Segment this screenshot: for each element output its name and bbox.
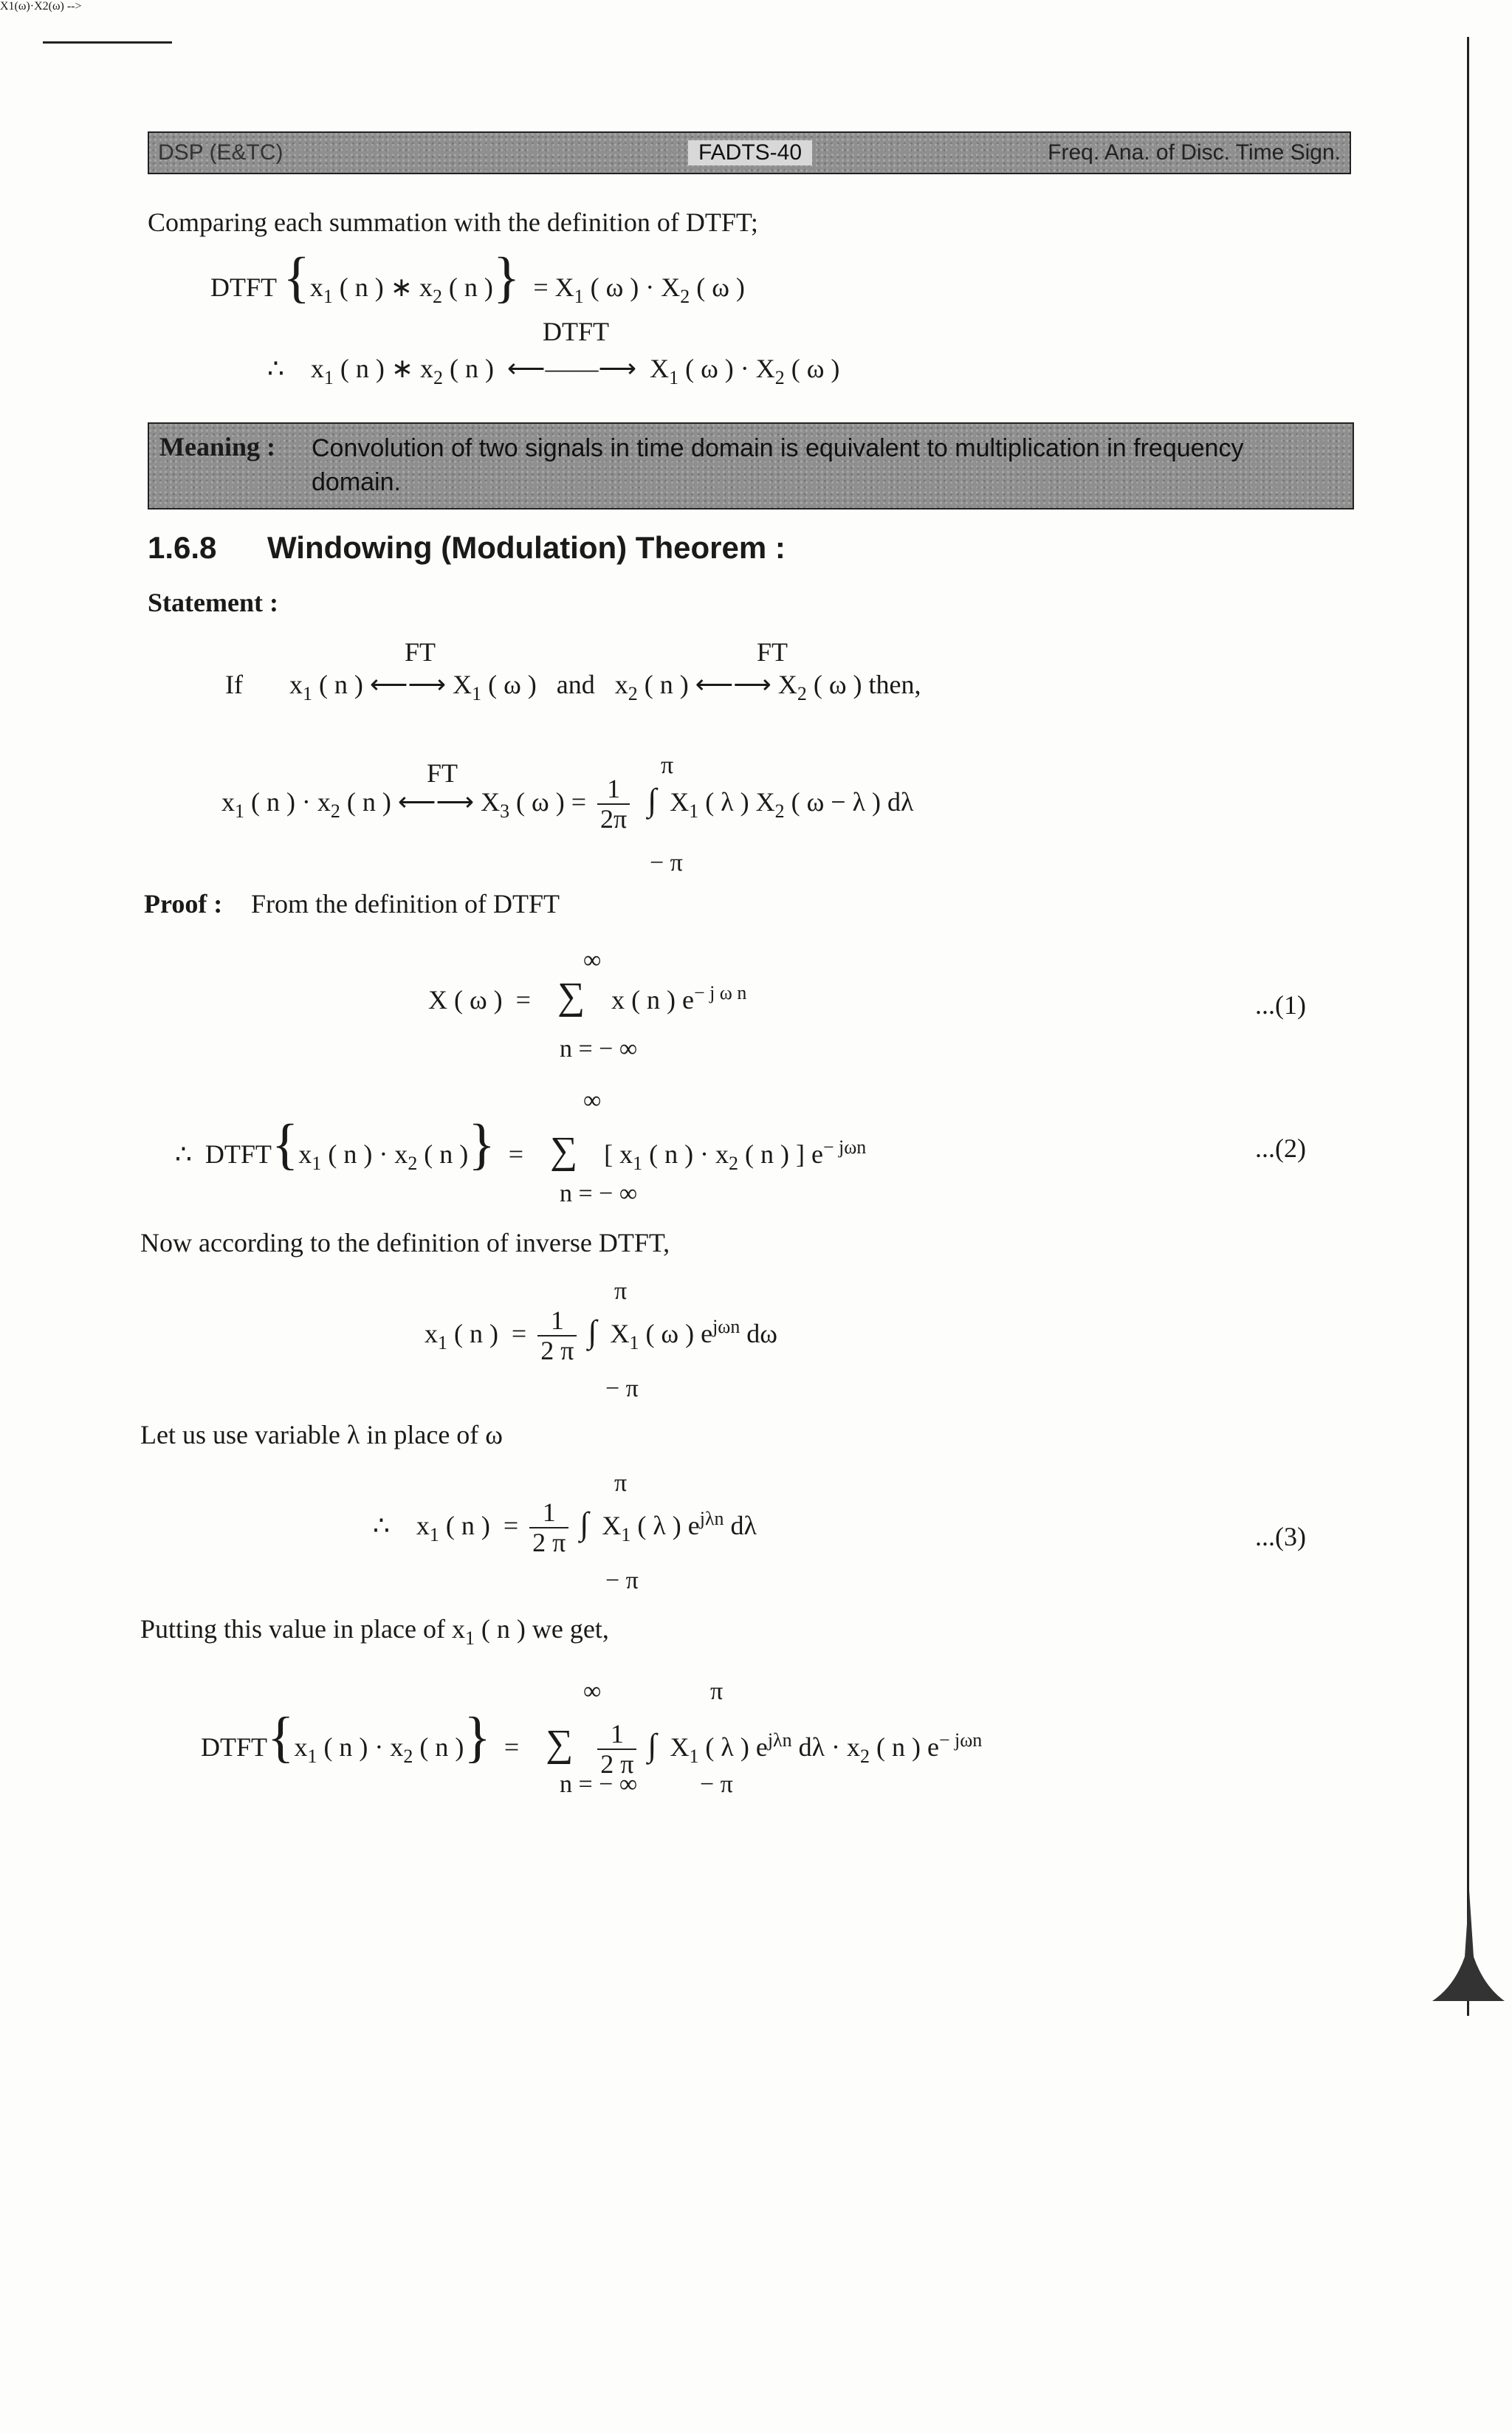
- therefore-symbol: ∴: [267, 354, 284, 383]
- meaning-text: Convolution of two signals in time domain is equivalent to multiplication in frequency domain.: [312, 434, 1244, 496]
- eq3-label: ...(3): [1255, 1522, 1306, 1551]
- if-word: If: [225, 670, 243, 699]
- final-int-upper: π: [710, 1678, 724, 1705]
- binding-blot: [1425, 1890, 1506, 2008]
- dtft-arrow-label: DTFT: [543, 317, 609, 346]
- ft-label-3: FT: [427, 758, 458, 788]
- statement-label: Statement :: [148, 588, 278, 617]
- inverse-upper-limit: π: [614, 1277, 628, 1305]
- section-number: 1.6.8: [148, 530, 217, 565]
- comparing-text: Comparing each summation with the definition of DTFT;: [148, 207, 758, 237]
- final-sum-upper: ∞: [583, 1678, 602, 1705]
- theorem-upper-limit: π: [661, 752, 674, 779]
- ft-label-2: FT: [757, 637, 788, 667]
- eq3-fraction: $\frac{1}{2 \pi}$: [529, 1499, 568, 1557]
- section-title: Windowing (Modulation) Theorem :: [267, 530, 786, 565]
- eq1-label: ...(1): [1255, 990, 1306, 1020]
- eq2-label: ...(2): [1255, 1133, 1306, 1163]
- theorem-lower-limit: − π: [650, 849, 683, 876]
- ft-label-1: FT: [405, 637, 436, 667]
- putting-line: Putting this value in place of $x_1$ ( n ) we get,: [140, 1614, 609, 1650]
- equation-1: X ( ω ) = ∑ x ( n ) $e^{- j \omega n}$: [428, 975, 747, 1018]
- we-get-text: we get,: [532, 1614, 609, 1644]
- eq2-lower-limit: n = − ∞: [560, 1180, 638, 1207]
- eq2-upper-limit: ∞: [583, 1087, 602, 1114]
- equation-2: ∴ $DTFT\{x_1$ ( n ) · $x_2$ ( n )} = ∑ [ $x_1$ ( n ) · $x_2$ ( n ) ] $e^{- j\omega n}$: [175, 1113, 867, 1176]
- header-left: DSP (E&TC): [158, 140, 284, 165]
- running-header: [148, 131, 1351, 174]
- eq1-upper-limit: ∞: [583, 947, 602, 974]
- then-word: then,: [868, 670, 921, 699]
- and-word: and: [556, 670, 595, 699]
- proof-text: From the definition of DTFT: [251, 889, 560, 919]
- proof-label: Proof :: [144, 889, 223, 919]
- header-right: Freq. Ana. of Disc. Time Sign.: [1048, 140, 1341, 165]
- binding-edge: [1467, 37, 1469, 2016]
- dtft-label: DTFT: [210, 272, 277, 302]
- equation-convolution-dtft: DTFT {$x_1$ ( n ) ∗ $x_2$ ( n )} = $X_1$ ( ω ) · $X_2$ ( ω ): [210, 247, 745, 309]
- inverse-lower-limit: − π: [605, 1375, 639, 1402]
- equation-3: ∴ $x_1$ ( n ) = $\frac{1}{2 \pi}$ ∫ $X_1$ ( λ ) $e^{j\lambda n}$ dλ: [373, 1497, 757, 1557]
- putting-text: Putting this value in place of: [140, 1614, 445, 1644]
- corner-rule: [43, 41, 172, 44]
- inverse-dtft-equation: $x_1$ ( n ) = $\frac{1}{2 \pi}$ ∫ $X_1$ ( ω ) $e^{j\omega n}$ dω: [425, 1305, 777, 1365]
- meaning-label: Meaning :: [159, 432, 275, 461]
- eq3-upper-limit: π: [614, 1469, 628, 1497]
- inverse-fraction: $\frac{1}{2 \pi}$: [537, 1307, 577, 1365]
- final-fraction: $\frac{1}{2 \pi}$: [597, 1720, 636, 1779]
- equation-convolution-pair: ∴ $x_1$ ( n ) ∗ $x_2$ ( n ) ⟵——⟶ $X_1$ ( ω ) · $X_2$ ( ω ): [267, 354, 840, 389]
- now-according-text: Now according to the definition of inverse DTFT,: [140, 1228, 670, 1257]
- eq1-lower-limit: n = − ∞: [560, 1035, 638, 1063]
- statement-if-line: If $x_1$ ( n ) ⟵⟶ $X_1$ ( ω ) and $x_2$ ( n ) ⟵⟶ $X_2$ ( ω ) then,: [225, 670, 921, 705]
- final-equation: $DTFT\{x_1$ ( n ) · $x_2$ ( n )} = ∑ $\frac{1}{2 \pi}$ ∫ $X_1$ ( λ ) $e^{j\lambda n}$ $d\lambda \cdot x_2$ ( n ) $e^{- j\omega n}$: [201, 1706, 983, 1779]
- theorem-equation: $x_1$ ( n ) · $x_2$ ( n ) ⟵⟶ $X_3$ ( ω ) = $\frac{1}{2\pi}$ ∫ $X_1$ ( λ ) $X_2$ ( ω − λ ) dλ: [221, 774, 914, 834]
- let-us-text: Let us use variable λ in place of ω: [140, 1420, 503, 1449]
- final-int-lower: − π: [700, 1771, 733, 1798]
- header-center: FADTS-40: [688, 140, 812, 165]
- theorem-fraction: $\frac{1}{2\pi}$: [597, 775, 630, 834]
- meaning-box: [148, 422, 1354, 509]
- eq3-lower-limit: − π: [605, 1567, 639, 1594]
- final-sum-lower: n = − ∞: [560, 1771, 638, 1798]
